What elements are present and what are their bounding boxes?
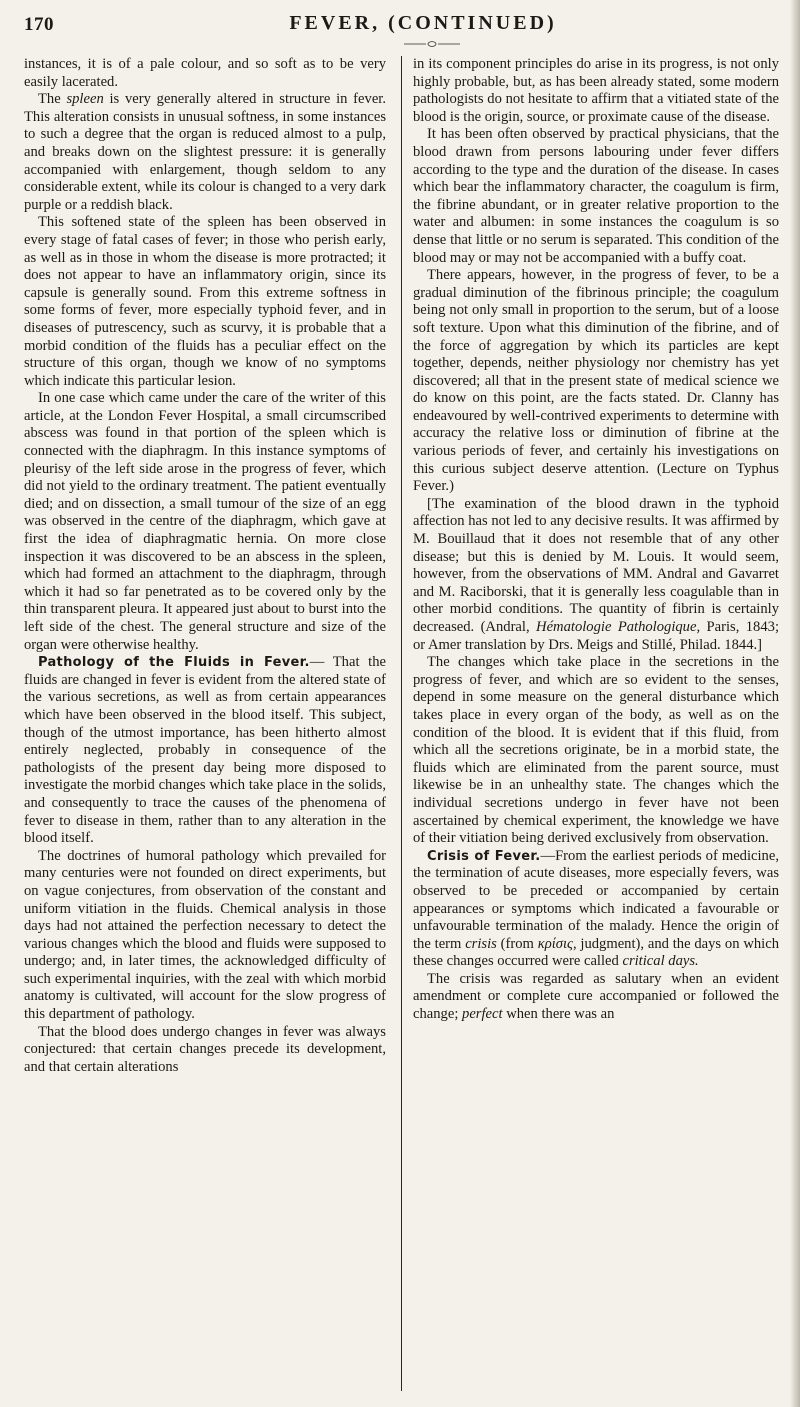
paragraph: This softened state of the spleen has been observed in every stage of fatal cases of fever; in those who perish early, as well as in those in whom the disease is more protracted; it does not appear to have an inflammatory origin, since its capsule is generally sound. From this extreme softness in some forms of fever, more especially typhoid fever, and in diseases of putrescency, such as scurvy, it is probable that a morbid condition of the fluids has a peculiar effect on the structure of this organ, though we know of no symptoms which indicate this particular lesion. (24, 214, 386, 389)
section-heading: Pathology of the Fluids in Fever. (38, 655, 310, 671)
emphasis: critical days. (622, 953, 699, 970)
paragraph: In one case which came under the care of the writer of this article, at the London Fever Hospital, a small circumscribed abscess was found in that portion of the spleen which is connected with the diaphragm. In this instance symptoms of pleurisy of the left side arose in the progress of fever, which did not yield to the ordinary treatment. The patient eventually died; and on dissection, a small tumour of the size of an egg was observed in the centre of the diaphragm, which gave at first the idea of diaphragmatic hernia. On more close inspection it was discovered to be an abscess in the spleen, which had formed an attachment to the diaphragm, through which it had so far penetrated as to be covered only by the thin transparent pleura. It appeared just about to burst into the left side of the chest. The general structure and size of the organ were otherwise healthy. (24, 390, 386, 653)
paragraph: The doctrines of humoral pathology which prevailed for many centuries were not founded on direct experiments, but on vague conjectures, from observation of the constant and uniform vitiation in the fluids. Chemical analysis in those days had not attained the perfection necessary to detect the various changes which the blood and fluids were supposed to undergo; and, in later times, the acknowledged difficulty of such experimental inquiries, with the zeal with which morbid anatomy is cultivated, will account for the slow progress of this department of pathology. (24, 847, 386, 1023)
left-column (24, 56, 386, 1076)
page-number: 170 (24, 14, 54, 35)
paragraph: That the blood does undergo changes in fever was always conjectured: that certain changes precede its development, and that certain alterations (24, 1023, 386, 1075)
ornament-icon (402, 40, 462, 48)
paragraph: The changes which take place in the secretions in the progress of fever, and which are so evident to the senses, depend in some measure on the general disturbance which takes place in every organ of the body, as well as on the condition of the blood. It is evident that if this fluid, from which all the secretions originate, be in a morbid state, the fluids which are eliminated from the parent source, must likewise be in an unhealthy state. The changes which the individual secretions undergo in fever have not been ascertained by chemical experiment, the knowledge we have of their vitiation being derived exclusively from observation. (413, 654, 779, 847)
emphasis: perfect (462, 1006, 503, 1023)
emphasis: Hématologie Pathologique, (536, 619, 701, 635)
emphasis: crisis (465, 935, 497, 952)
paragraph: Pathology of the Fluids in Fever.— That the fluids are changed in fever is evident from the altered state of the various secretions, as well as from certain appearances which have been observed in the blood itself. This subject, though of the utmost importance, has been hitherto almost entirely neglected, probably in consequence of the pathologists of the present day being more disposed to investigate the morbid changes which take place in the solids, and consequently to trace the causes of the phenomena of fever to disease in them, rather than to any alteration in the blood itself. (24, 654, 386, 847)
emphasis: κρίσις (537, 935, 573, 952)
section-heading: Crisis of Fever. (427, 848, 541, 864)
paragraph: instances, it is of a pale colour, and so soft as to be very easily lacerated. (24, 56, 386, 90)
paragraph: in its component principles do arise in its progress, is not only highly probable, but, as has been already stated, some modern pathologists do not hesitate to affirm that a vitiated state of the blood is the origin, source, or proximate cause of the disease. (413, 56, 779, 125)
page-header (24, 10, 782, 46)
running-head: FEVER, (CONTINUED) (289, 12, 557, 34)
paragraph: There appears, however, in the progress of fever, to be a gradual diminution of the fibrinous principle; the coagulum being not only small in proportion to the serum, but of a loose soft texture. Upon what this diminution of the fibrine, and of the force of aggregation by which its particles are kept together, depends, neither physiology nor chemistry has yet discovered; all that in the present state of medical science we do know on this point, are the facts stated. Dr. Clanny has endeavoured by well-contrived experiments to determine with accuracy the relative loss or diminution of fibrine at the various periods of fever, and certainly his investigations on this curious subject deserve attention. (Lecture on Typhus Fever.) (413, 267, 779, 495)
emphasis: spleen (66, 91, 104, 108)
paragraph: The crisis was regarded as salutary when an evident amendment or complete cure accompanied or followed the change; perfect when there was an (413, 970, 779, 1023)
paragraph: [The examination of the blood drawn in the typhoid affection has not led to any decisive results. It was affirmed by M. Bouillaud that it does not resemble that of any other disease; but this is denied by M. Louis. It would seem, however, from the observations of MM. Andral and Gavarret and M. Raciborski, that it is generally less coagulable than in other morbid conditions. The quantity of fibrin is certainly decreased. (Andral, Hématologie Pathologique, Paris, 1843; or Amer translation by Drs. Meigs and Stillé, Philad. 1844.] (413, 495, 780, 653)
paragraph: Crisis of Fever.—From the earliest periods of medicine, the termination of acute diseases, more especially fevers, was observed to be preceded or accompanied by certain appearances or symptoms which indicated a favourable or unfavourable termination of the malady. Hence the origin of the term crisis (from κρίσις, judgment), and the days on which these changes occurred were called critical days. (413, 847, 779, 970)
page-edge-shadow (790, 0, 800, 1407)
paragraph: The spleen is very generally altered in structure in fever. This alteration consists in unusual softness, in some instances to such a degree that the organ is reduced almost to a pulp, and breaks down on the slightest pressure: it is generally accompanied with enlargement, though seldom to any considerable extent, while its colour is changed to a very dark purple or a reddish black. (24, 91, 386, 213)
right-column (413, 56, 779, 1024)
paragraph: It has been often observed by practical physicians, that the blood drawn from persons labouring under fever differs according to the type and the duration of the disease. In cases which bear the inflammatory character, the coagulum is firm, the fibrine abundant, or in greater relative proportion to the water and albumen: in some instances the coagulum is so dense that little or no serum is separated. This condition of the blood may or may not be accompanied with a buffy coat. (413, 126, 779, 266)
column-divider (401, 56, 402, 1391)
